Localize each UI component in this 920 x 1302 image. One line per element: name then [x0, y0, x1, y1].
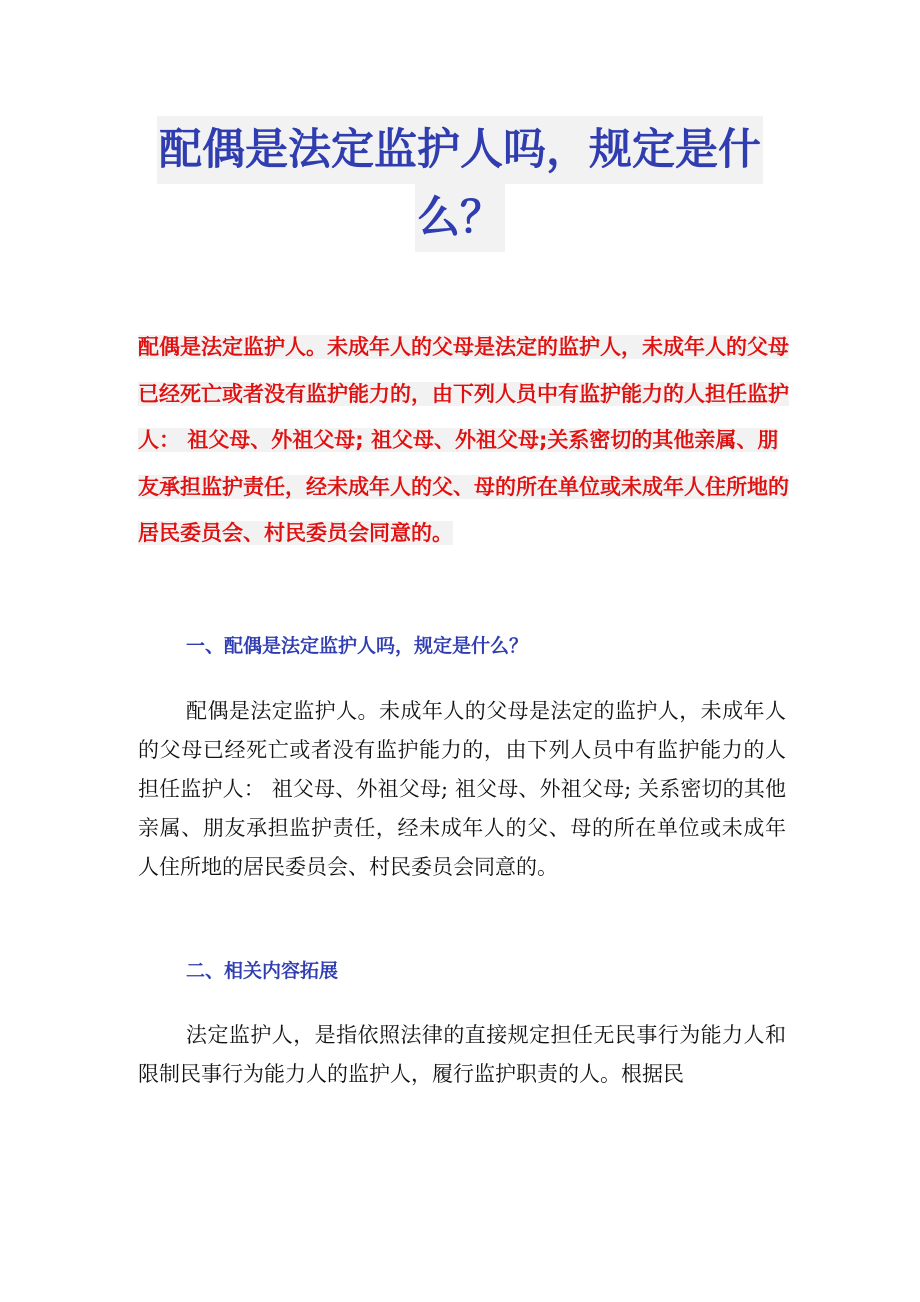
- page-title: [138, 116, 782, 252]
- section-1-heading: 一、配偶是法定监护人吗，规定是什么？: [186, 635, 529, 657]
- summary-paragraph: [138, 324, 792, 557]
- section-2-heading: 二、相关内容拓展: [186, 960, 339, 982]
- summary-text: 配偶是法定监护人。未成年人的父母是法定的监护人，未成年人的父母已经死亡或者没有监护能力的，由下列人员中有监护能力的人担任监护人： 祖父母、外祖父母; 祖父母、外祖父母;关系密切的其他亲属、朋友承担监护责任，经未成年人的父、母的所在单位或未成年人住所地的居民委员会、村民委员会同意的。: [138, 335, 789, 545]
- title-line-2: 么？: [415, 184, 505, 252]
- section-2-body: 法定监护人，是指依照法律的直接规定担任无民事行为能力人和限制民事行为能力人的监护人，履行监护职责的人。根据民: [138, 1023, 786, 1086]
- section-1-body: 配偶是法定监护人。未成年人的父母是法定的监护人，未成年人的父母已经死亡或者没有监护能力的，由下列人员中有监护能力的人担任监护人： 祖父母、外祖父母; 祖父母、外祖父母; 关系密切的其他亲属、朋友承担监护责任，经未成年人的父、母的所在单位或未成年人住所地的居民委员会、村民委员会同意的。: [138, 699, 786, 879]
- title-line-1: 配偶是法定监护人吗，规定是什: [157, 116, 763, 184]
